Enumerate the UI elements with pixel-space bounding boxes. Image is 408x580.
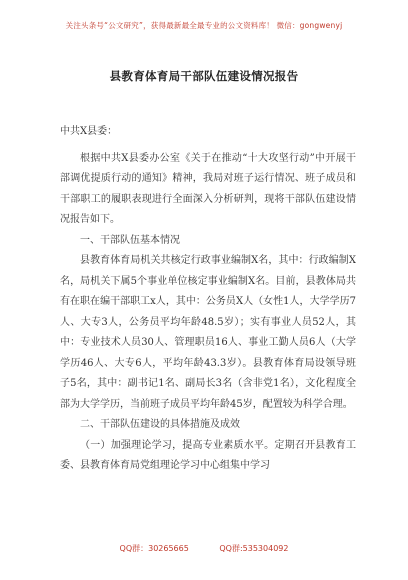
paragraph-intro: 根据中共X县委办公室《关于在推动“十大攻坚行动”中开展干部调优提质行动的通知》精神，我局对班子运行情况、班子成员和干部职工的履职表现进行全面深入分析研判，现将干部队伍建设情况报告如下。 (60, 152, 356, 225)
paragraph-basic-info: 县教育体育局机关共核定行政事业编制X名，其中：行政编制X名，局机关下属5个事业单位核定事业编制X名。目前，县教体局共有在职在编干部职工x人，其中：公务员X人（女性1人，大学学历7人、大专3人，公务员平均年龄48.5岁）；实有事业人员52人，其中：专业技术人员30人、管理职员16人、事业工勤人员6人（大学学历46人、大专6人，平均年龄43.3岁）。县教育体育局设领导班子5名，其中：副书记1名、副局长3名（含非党1名），文化程度全部为大学学历，当前班子成员平均年龄45岁，配置较为科学合理。 (60, 255, 356, 410)
salutation: 中共X县委： (60, 126, 118, 137)
footer-contacts (0, 543, 408, 554)
footer-qq-group-2: QQ群:535304092 (219, 544, 289, 553)
paragraph-measures-1: （一）加强理论学习，提高专业素质水平。定期召开县教育工委、县教育体育局党组理论学习中心组集中学习 (60, 439, 356, 471)
document-title: 县教育体育局干部队伍建设情况报告 (109, 69, 299, 83)
footer-qq-group-1: QQ群：30265665 (119, 544, 189, 553)
section-heading-2: 二、干部队伍建设的具体措施及成效 (80, 419, 240, 430)
document-body (60, 122, 356, 477)
section-heading-1: 一、干部队伍基本情况 (80, 234, 180, 246)
header-promo-note: 关注头条号“公文研究”，获得最新最全最专业的公文资料库！ 微信：gongwenyj (65, 21, 343, 30)
